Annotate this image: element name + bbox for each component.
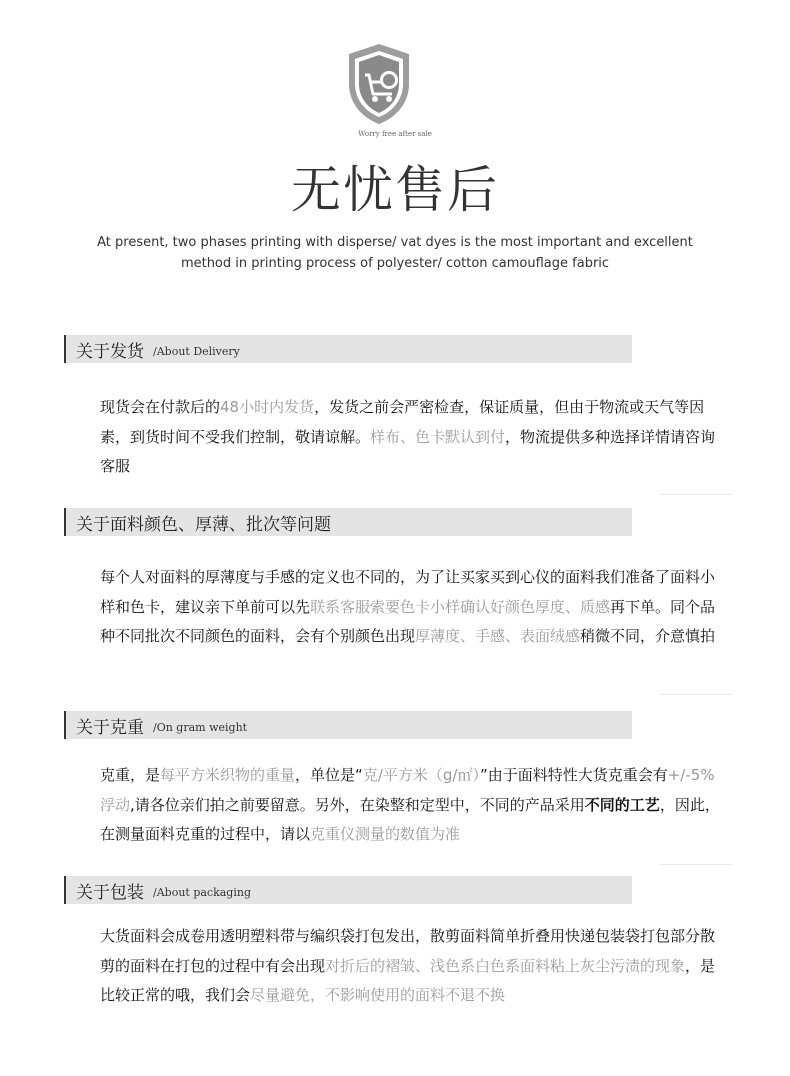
bold-text: 不同的工艺 bbox=[584, 795, 660, 814]
section-title: 关于面料颜色、厚薄、批次等问题 bbox=[76, 514, 331, 535]
body-text-run: 再下单。同个品种不同批次不同颜色的面料，会有个别颜色出现 bbox=[100, 597, 716, 645]
highlight-text: 每平方米织物的重量 bbox=[160, 766, 296, 784]
logo-caption: Worry free after sale bbox=[358, 130, 432, 138]
divider bbox=[660, 694, 732, 695]
body-text-run: 稍微不同，介意慎拍 bbox=[580, 627, 716, 645]
cart-shield-icon bbox=[345, 42, 413, 126]
highlight-text: 尽量避免，不影响使用的面料不退不换 bbox=[250, 986, 506, 1004]
highlight-text: 样布、色卡默认到付 bbox=[370, 427, 506, 446]
section-title: 关于克重 bbox=[76, 717, 144, 738]
body-text-run: ，物流提供多种选择详情请咨询客服 bbox=[100, 427, 716, 475]
page-subtitle: At present, two phases printing with disperse/ vat dyes is the most important and excellent method in printing process of polyester/ cotton camouflage fabric bbox=[97, 235, 693, 271]
body-text-run: ，因此，在测量面料克重的过程中，请以 bbox=[100, 795, 720, 843]
section-header-fabric bbox=[64, 508, 632, 536]
divider bbox=[660, 864, 732, 865]
section-body bbox=[100, 922, 720, 1011]
section-body bbox=[100, 563, 720, 652]
logo bbox=[345, 42, 413, 126]
body-text-run: ,请各位亲们拍之前要留意。另外，在染整和定型中，不同的产品采用 bbox=[130, 795, 585, 814]
section-header-delivery bbox=[64, 335, 632, 363]
highlight-text: +/-5%浮动 bbox=[100, 766, 715, 814]
highlight-text: 克重仪测量的数值为准 bbox=[310, 825, 461, 843]
highlight-text: 厚薄度、手感、表面绒感 bbox=[415, 627, 581, 645]
highlight-text: 联系客服索要色卡小样确认好颜色厚度、质感 bbox=[310, 597, 611, 616]
section-subtitle: /About packaging bbox=[153, 885, 251, 899]
body-text-run: 大货面料会成卷用透明塑料带与编织袋打包发出，散剪面料简单折叠用快递包装袋打包部分散剪的面料在打包的过程中有会出现 bbox=[100, 927, 716, 975]
body-text-run: 克重，是 bbox=[100, 766, 161, 784]
section-body bbox=[100, 761, 720, 850]
highlight-text: 克/平方米（g/㎡） bbox=[362, 766, 480, 784]
section-header-weight bbox=[64, 711, 632, 739]
section-header-packaging bbox=[64, 876, 632, 904]
body-text-run: ，单位是“ bbox=[295, 766, 363, 784]
page-title: 无忧售后 bbox=[291, 161, 499, 219]
section-title: 关于包装 bbox=[76, 882, 144, 903]
body-text-run: 每个人对面料的厚薄度与手感的定义也不同的，为了让买家买到心仪的面料我们准备了面料小样和色卡，建议亲下单前可以先 bbox=[100, 568, 716, 616]
divider bbox=[660, 494, 732, 495]
section-body bbox=[100, 393, 720, 482]
body-text-run: ，发货之前会严密检查，保证质量，但由于物流或天气等因素，到货时间不受我们控制，敬请谅解。 bbox=[100, 398, 705, 446]
section-title: 关于发货 bbox=[76, 341, 144, 362]
body-text-run: 现货会在付款后的 bbox=[100, 398, 221, 416]
body-text-run: ”由于面料特性大货克重会有 bbox=[479, 766, 668, 784]
highlight-text: 48小时内发货 bbox=[220, 398, 315, 416]
section-subtitle: /About Delivery bbox=[153, 344, 240, 358]
body-text-run: ，是比较正常的哦，我们会 bbox=[100, 956, 716, 1004]
highlight-text: 对折后的褶皱、浅色系白色系面料粘上灰尘污渍的现象 bbox=[325, 956, 686, 975]
section-subtitle: /On gram weight bbox=[153, 720, 248, 734]
